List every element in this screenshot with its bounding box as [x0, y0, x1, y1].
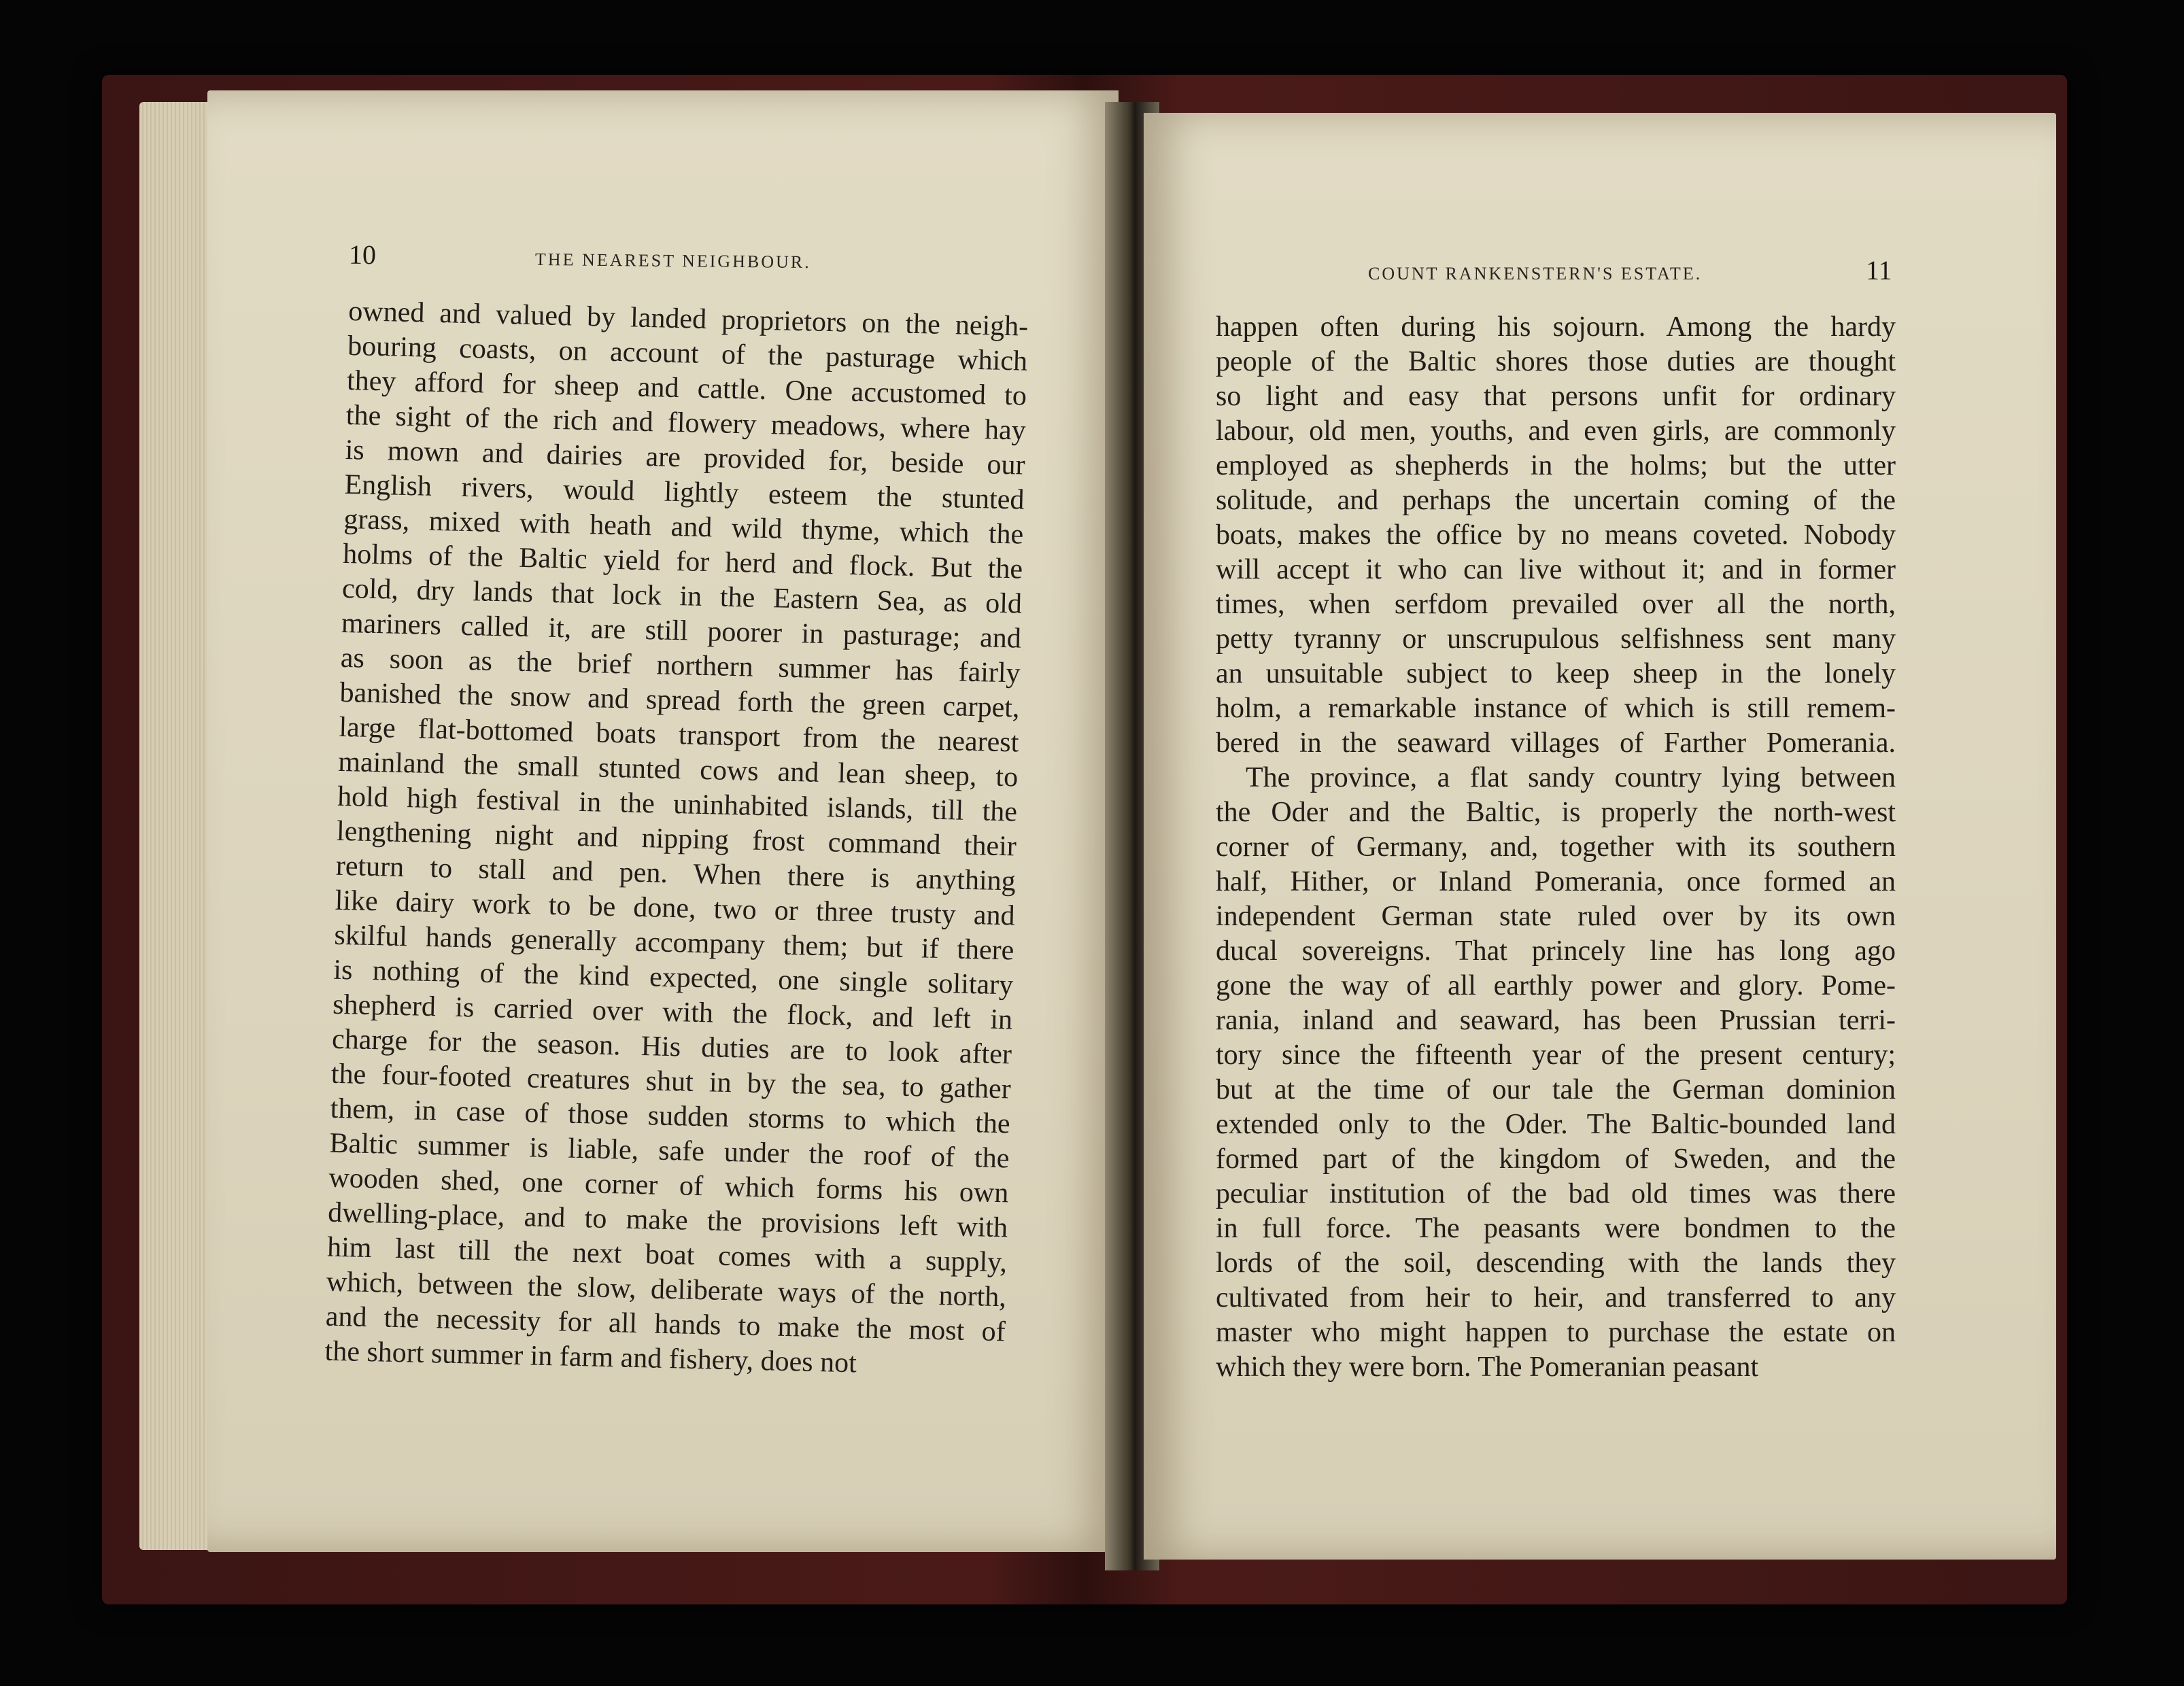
text-line: and the necessity for all hands to make the most of	[325, 1301, 1006, 1348]
text-line: in full force. The peasants were bondmen to the	[1216, 1213, 1896, 1244]
text-line: is mown and dairies are provided for, beside our	[345, 434, 1026, 481]
text-line: the four-footed creatures shut in by the sea, to gather	[330, 1058, 1012, 1105]
text-line: will accept it who can live without it; and in former	[1216, 554, 1896, 585]
text-line: as soon as the brief northern summer has fairly	[340, 642, 1021, 689]
text-line: employed as shepherds in the holms; but the utter	[1216, 450, 1896, 481]
text-line: Baltic summer is liable, safe under the roof of the	[329, 1127, 1010, 1175]
text-line: master who might happen to purchase the estate on	[1216, 1317, 1896, 1348]
text-line: half, Hither, or Inland Pomerania, once formed an	[1216, 866, 1896, 897]
left-page	[207, 90, 1119, 1552]
body-text	[324, 294, 1029, 1384]
text-line: The province, a flat sandy country lying between	[1246, 762, 1896, 793]
text-line: owned and valued by landed proprietors on the neigh-	[347, 295, 1029, 343]
text-line: return to stall and pen. When there is anything	[335, 850, 1017, 897]
text-line: happen often during his sojourn. Among the hardy	[1216, 311, 1896, 343]
text-line: labour, old men, youths, and even girls, are commonly	[1216, 415, 1896, 447]
text-line: the Oder and the Baltic, is properly the north-west	[1216, 797, 1896, 828]
text-line: petty tyranny or unscrupulous selfishness sent many	[1216, 623, 1896, 655]
text-line: the sight of the rich and flowery meadows, where hay	[345, 399, 1027, 447]
text-line: tory since the fifteenth year of the present century;	[1216, 1039, 1896, 1071]
text-line: large flat-bottomed boats transport from the nearest	[339, 711, 1019, 759]
text-line: but at the time of our tale the German dominion	[1216, 1074, 1896, 1105]
text-line: is nothing of the kind expected, one single solitary	[332, 954, 1014, 1001]
text-line: gone the way of all earthly power and glory. Pome-	[1216, 970, 1896, 1001]
text-line: lords of the soil, descending with the lands they	[1216, 1248, 1896, 1279]
text-line: English rivers, would lightly esteem the stunted	[344, 468, 1025, 516]
body-text	[1216, 310, 1896, 1385]
text-line: them, in case of those sudden storms to which the	[330, 1093, 1011, 1140]
text-line: so light and easy that persons unfit for ordinary	[1216, 381, 1896, 412]
text-line: times, when serfdom prevailed over all the north,	[1216, 589, 1896, 620]
right-page	[1144, 113, 2056, 1560]
text-line: bouring coasts, on account of the pasturage which	[347, 330, 1028, 377]
text-line: wooden shed, one corner of which forms his own	[328, 1162, 1009, 1209]
text-line: grass, mixed with heath and wild thyme, which the	[343, 503, 1024, 551]
text-line: skilful hands generally accompany them; but if there	[334, 919, 1014, 967]
text-line: formed part of the kingdom of Sweden, and the	[1216, 1143, 1896, 1175]
text-line: solitude, and perhaps the uncertain coming of the	[1216, 485, 1896, 516]
running-head: THE NEAREST NEIGHBOUR.	[534, 249, 811, 273]
text-line: they afford for sheep and cattle. One accustomed to	[346, 364, 1027, 412]
text-line: hold high festival in the uninhabited islands, till the	[337, 780, 1018, 828]
text-line: banished the snow and spread forth the green carpet,	[339, 676, 1020, 724]
text-line: cold, dry lands that lock in the Eastern Sea, as old	[341, 572, 1023, 620]
text-line: independent German state ruled over by its own	[1216, 901, 1896, 932]
text-line: an unsuitable subject to keep sheep in the lonely	[1216, 658, 1896, 689]
text-line: holms of the Baltic yield for herd and flock. But the	[342, 538, 1023, 585]
text-line: charge for the season. His duties are to look after	[331, 1023, 1012, 1071]
text-line: the short summer in farm and fishery, does not	[324, 1335, 857, 1379]
text-line: boats, makes the office by no means coveted. Nobody	[1216, 519, 1896, 551]
text-line: mainland the small stunted cows and lean sheep, to	[337, 746, 1019, 793]
text-line: peculiar institution of the bad old times was there	[1216, 1178, 1896, 1209]
text-line: which they were born. The Pomeranian peasant	[1216, 1352, 1759, 1383]
text-line: holm, a remarkable instance of which is still remem-	[1216, 693, 1896, 724]
text-line: which, between the slow, deliberate ways of the north,	[326, 1266, 1007, 1313]
text-line: bered in the seaward villages of Farther Pomerania.	[1216, 727, 1896, 759]
text-line: mariners called it, are still poorer in pasturage; and	[341, 607, 1022, 655]
text-line: people of the Baltic shores those duties are thought	[1216, 346, 1896, 377]
running-head: COUNT RANKENSTERN'S ESTATE.	[1368, 264, 1703, 283]
text-line: dwelling-place, and to make the provisions left with	[327, 1197, 1008, 1244]
text-line: shepherd is carried over with the flock, and left in	[332, 988, 1013, 1036]
text-line: lengthening night and nipping frost command their	[336, 815, 1017, 863]
text-line: extended only to the Oder. The Baltic-bounded land	[1216, 1109, 1896, 1140]
text-line: like dairy work to be done, two or three trusty and	[335, 884, 1016, 932]
text-line: ducal sovereigns. That princely line has long ago	[1216, 935, 1896, 967]
page-number: 11	[1866, 255, 1892, 286]
text-line: him last till the next boat comes with a supply,	[326, 1231, 1008, 1279]
text-line: rania, inland and seaward, has been Prussian terri-	[1216, 1005, 1896, 1036]
text-line: cultivated from heir to heir, and transferred to any	[1216, 1282, 1896, 1313]
text-line: corner of Germany, and, together with its southern	[1216, 831, 1896, 863]
page-number: 10	[348, 239, 377, 271]
